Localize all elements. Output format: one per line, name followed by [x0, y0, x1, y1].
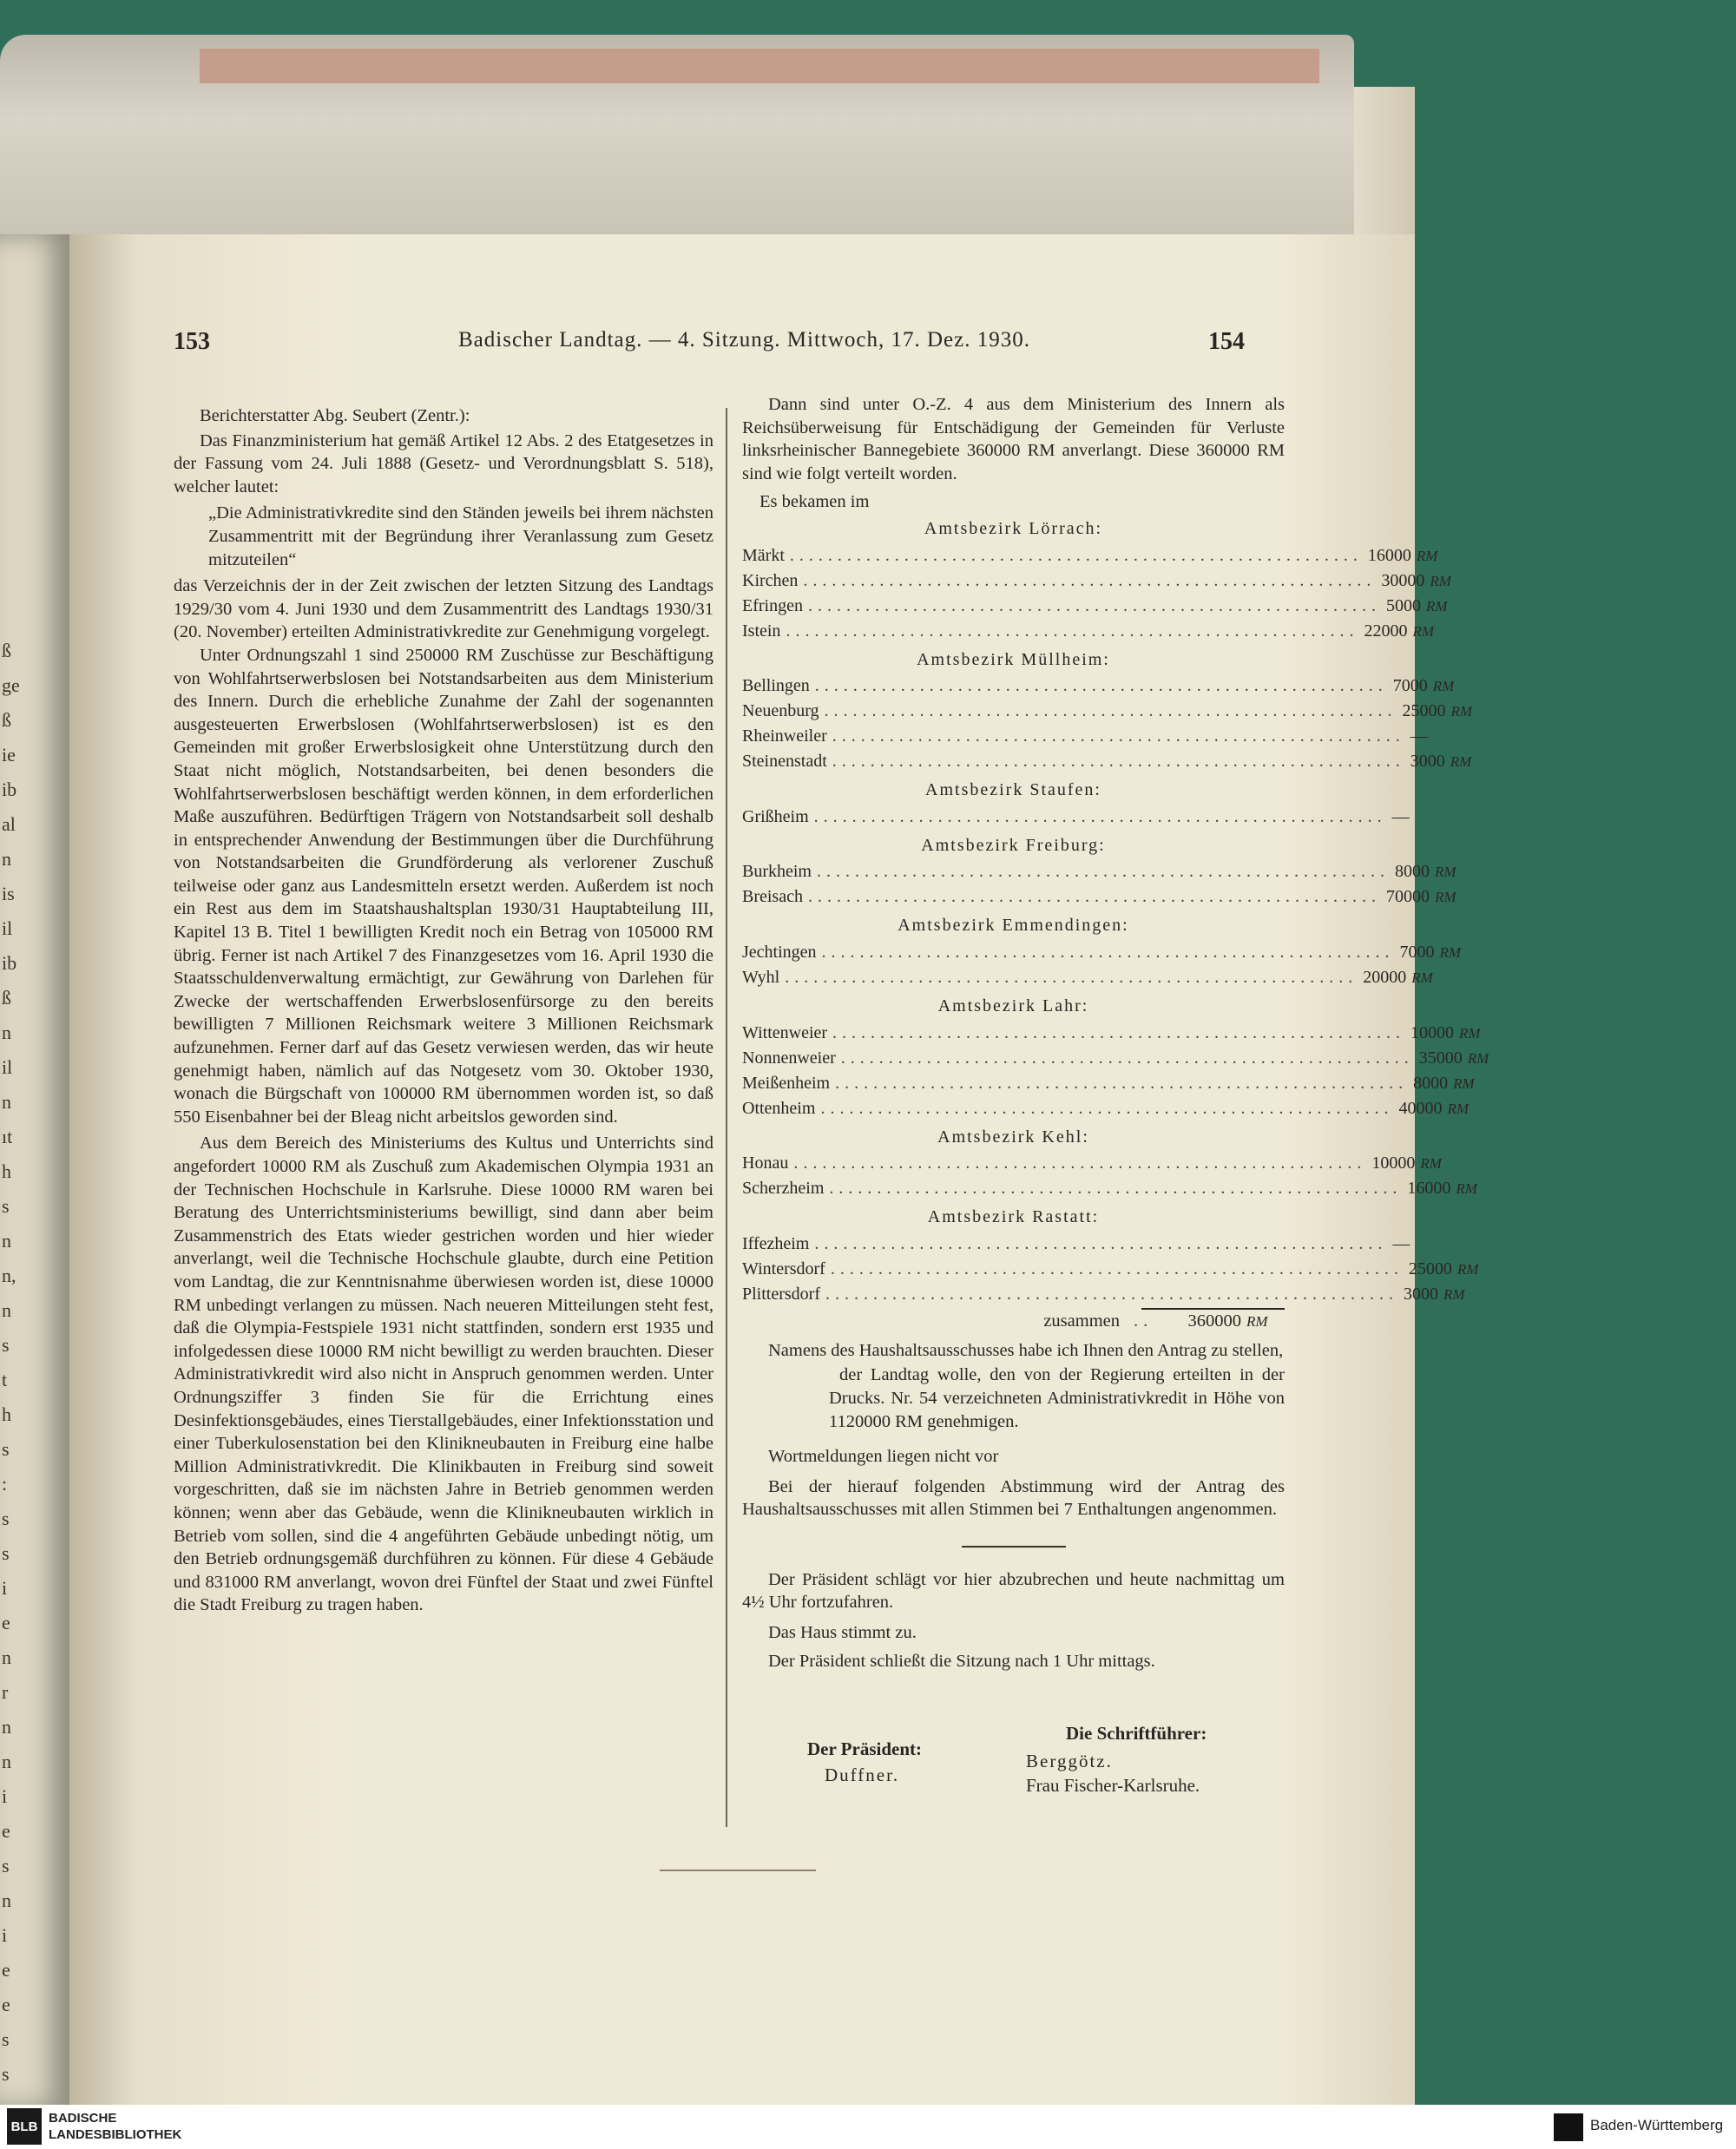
left-page-margin-text	[2, 634, 19, 2092]
margin-fragment: n	[2, 848, 11, 870]
table-row	[742, 595, 1448, 620]
table-row	[742, 885, 1457, 910]
amount: 10000	[1410, 1022, 1455, 1042]
district-title: Amtsbezirk Lörrach:	[924, 518, 1103, 538]
book-top-edge	[0, 35, 1354, 243]
unit: RM	[1416, 547, 1438, 564]
amount: 3000	[1410, 752, 1445, 772]
baden-wuerttemberg-logo-icon[interactable]	[1554, 2113, 1583, 2141]
unit: RM	[1430, 572, 1451, 589]
district-title: Amtsbezirk Kehl:	[937, 1127, 1089, 1147]
state-name: Baden-Württemberg	[1590, 2117, 1724, 2133]
secretaries-label: Die Schriftführer:	[1066, 1723, 1207, 1744]
dots: ............................................................	[785, 967, 1358, 987]
table-row	[742, 805, 1410, 831]
margin-fragment: e	[2, 1612, 10, 1633]
amount: 40000	[1398, 1098, 1443, 1118]
total-label: zusammen	[1043, 1311, 1120, 1331]
margin-fragment: is	[2, 883, 15, 904]
municipality-name: Rheinweiler	[742, 726, 827, 746]
municipality-name: Kirchen	[742, 570, 799, 590]
dots: ............................................................	[821, 942, 1395, 962]
unit: RM	[1412, 622, 1434, 640]
margin-fragment: s	[2, 2028, 10, 2050]
amount: 30000	[1381, 570, 1425, 590]
table-row	[742, 725, 1428, 750]
district-title: Amtsbezirk Rastatt:	[927, 1207, 1100, 1227]
table-row	[742, 1072, 1475, 1097]
margin-fragment: :	[2, 1473, 8, 1495]
margin-fragment: n	[2, 1751, 11, 1772]
table-row	[742, 941, 1462, 966]
left-column	[174, 404, 713, 1617]
table-row	[742, 750, 1472, 775]
amount: 70000	[1385, 887, 1430, 907]
left-page	[0, 234, 69, 2109]
unit: RM	[1450, 703, 1473, 720]
amount: 8000	[1395, 862, 1430, 882]
margin-fragment: s	[2, 1334, 10, 1356]
municipality-name: Istein	[742, 621, 781, 641]
dots: ............................................................	[840, 1048, 1414, 1068]
amount: 25000	[1402, 701, 1446, 721]
margin-fragment: il	[2, 917, 13, 939]
unit: RM	[1246, 1312, 1268, 1330]
district-title: Amtsbezirk Staufen:	[925, 780, 1101, 800]
municipality-name: Meißenheim	[742, 1073, 831, 1093]
table-row	[742, 1152, 1442, 1177]
running-title: Badischer Landtag. — 4. Sitzung. Mittwoch, 17. Dez. 1930.	[458, 328, 1030, 352]
total-amount: 360000	[1187, 1311, 1241, 1331]
municipality-name: Neuenburg	[742, 701, 819, 721]
amount: 7000	[1399, 942, 1435, 962]
table-row	[742, 700, 1473, 725]
dots: ............................................................	[825, 1284, 1398, 1304]
column-divider	[726, 408, 727, 1827]
unit: RM	[1434, 889, 1457, 906]
unit: RM	[1450, 753, 1472, 771]
table-row	[742, 544, 1438, 569]
table-row	[742, 1177, 1477, 1202]
municipality-name: Märkt	[742, 545, 785, 565]
amount: 35000	[1418, 1048, 1463, 1068]
dots: ............................................................	[813, 806, 1387, 826]
margin-fragment: i	[2, 1924, 8, 1946]
table-row	[742, 1283, 1465, 1308]
table-row	[742, 1097, 1469, 1122]
institution-line-1: BADISCHE	[49, 2111, 117, 2126]
amount: 5000	[1385, 595, 1421, 615]
amount: 20000	[1363, 967, 1407, 987]
amount: —	[1410, 726, 1428, 746]
dots: ............................................................	[830, 1259, 1404, 1278]
paragraph: Namens des Haushaltsausschusses habe ich Ihnen den Antrag zu stellen,	[768, 1340, 1284, 1360]
paragraph: Das Finanzministerium hat gemäß Artikel 12 Abs. 2 des Etatgesetzes in der Fassung vom 24. Juli 1888 (Gesetz- und Verordnungsblatt S. 518), welcher lautet:	[174, 430, 713, 496]
margin-fragment: h	[2, 1160, 11, 1182]
margin-fragment: r	[2, 1681, 9, 1703]
president-label: Der Präsident:	[807, 1738, 922, 1759]
margin-fragment: ıt	[2, 1126, 13, 1147]
paragraph: Aus dem Bereich des Ministeriums des Kultus und Unterrichts sind angefordert 10000 RM als Zuschuß zum Akademischen Olympia 1931 an der Technischen Hochschule in Karlsruhe. Diese 10000 RM waren bei Beratung des Unterrichtsministeriums bewilligt, sind dann aber beim Zusammenstrich des Etats wieder gestrichen worden und hier wieder anverlangt, weil die Technische Hochschule glaubte, durch eine Petition vom Landtag, die zur Kenntnisnahme überwiesen worden ist, diese 10000 RM unbedingt verlangen zu müssen. Nach neueren Mitteilungen steht fest, daß die Olympia-Festspiele 1931 nicht stattfinden, sondern erst 1935 und infolgedessen diese 10000 RM nicht bewilligt zu werden brauchten. Dieser Administrativkredit wird also nicht in Anspruch genommen werden. Unter Ordnungsziffer 3 finden Sie für die Errichtung eines Desinfektionsgebäudes, eines Tierstallgebäudes, einer Infektionsstation und einer Tuberkulosenstation bei den Klinikneubauten in Freiburg eine halbe Million Administrativkredit. Die Klinikbauten in Freiburg sind soweit vorgeschritten, daß sie im nächsten Jahre in Betrieb genommen werden können; wenn aber das Gebäude, wenn die Klinikneubauten wirklich in Betrieb vom sollen, sind die 4 angeführten Gebäude unbedingt nötig, um den Betrieb ordnungsgemäß durchführen zu können. Für diese 4 Gebäude und 831000 RM anverlangt, wovon drei Fünftel der Staat und zwei Fünftel die Stadt Freiburg zu tragen haben.	[174, 1134, 713, 1615]
margin-fragment: e	[2, 1994, 10, 2015]
margin-fragment: e	[2, 1959, 10, 1981]
dots: ............................................................	[793, 1153, 1367, 1173]
secretary-name-2: Frau Fischer-Karlsruhe.	[1026, 1775, 1200, 1796]
unit: RM	[1443, 1285, 1465, 1303]
institution-line-2: LANDESBIBLIOTHEK	[49, 2127, 182, 2142]
president-name: Duffner.	[825, 1765, 900, 1785]
municipality-name: Bellingen	[742, 676, 810, 696]
table-row	[742, 674, 1455, 700]
paragraph: Der Präsident schlägt vor hier abzubrechen und heute nachmittag um 4½ Uhr fortzufahren.	[742, 1569, 1285, 1613]
paragraph: Dann sind unter O.-Z. 4 aus dem Ministerium des Innern als Reichsüberweisung für Entschädigung der Gemeinden für Verluste linksrheinischer Bannegebiete 360000 RM anverlangt. Diese 360000 RM sind wie folgt verteilt worden.	[742, 395, 1285, 483]
margin-fragment: ib	[2, 952, 17, 974]
paragraph: Das Haus stimmt zu.	[768, 1623, 917, 1643]
municipality-name: Jechtingen	[742, 942, 817, 962]
dots: ............................................................	[829, 1179, 1403, 1199]
running-header	[0, 328, 1736, 371]
municipality-name: Grißheim	[742, 806, 809, 826]
quotation: „Die Administrativkredite sind den Ständen jeweils bei ihrem nächsten Zusammentritt mit der Begründung ihrer Veranlassung zum Gesetz mitzuteilen“	[208, 503, 713, 569]
paragraph: Der Präsident schließt die Sitzung nach 1 Uhr mittags.	[768, 1651, 1155, 1671]
unit: RM	[1456, 1180, 1477, 1198]
table-row	[742, 966, 1433, 991]
dots: ............................................................	[832, 1022, 1406, 1042]
margin-fragment: s	[2, 1438, 10, 1460]
section-rule	[962, 1546, 1066, 1548]
amount: 7000	[1392, 676, 1428, 696]
municipality-name: Plittersdorf	[742, 1284, 820, 1304]
dots: ............................................................	[807, 887, 1381, 907]
paragraph: das Verzeichnis der in der Zeit zwischen der letzten Sitzung des Landtags 1929/30 vom 4. Juni 1930 und dem Zusammentritt des Landtags 1930/31 (20. November) erteilten Administrativkredite zur Genehmigung vorgelegt.	[174, 576, 713, 642]
margin-fragment: s	[2, 1195, 10, 1217]
table-row	[742, 860, 1457, 885]
dots: ............................................................	[786, 621, 1359, 641]
table-row	[742, 1258, 1479, 1283]
dots: ............................................................	[820, 1098, 1394, 1118]
margin-fragment: ie	[2, 744, 16, 766]
table-row	[742, 620, 1434, 645]
municipality-name: Wyhl	[742, 967, 780, 987]
unit: RM	[1447, 1100, 1469, 1117]
amount: 16000	[1407, 1179, 1451, 1199]
paragraph: Bei der hierauf folgenden Abstimmung wird der Antrag des Haushaltsausschusses mit allen Stimmen bei 7 Enthaltungen angenommen.	[742, 1476, 1285, 1520]
unit: RM	[1411, 969, 1433, 986]
amount: 10000	[1371, 1153, 1416, 1173]
dots: ............................................................	[807, 595, 1381, 615]
dots: ............................................................	[832, 726, 1405, 746]
municipality-name: Nonnenweier	[742, 1048, 836, 1068]
dots: ............................................................	[814, 1233, 1388, 1253]
margin-fragment: ib	[2, 779, 17, 800]
unit: RM	[1435, 864, 1457, 881]
municipality-name: Steinenstadt	[742, 752, 827, 772]
unit: RM	[1420, 1155, 1442, 1173]
table-row	[742, 1022, 1481, 1047]
amount: 16000	[1367, 545, 1411, 565]
district-title: Amtsbezirk Freiburg:	[921, 835, 1106, 855]
district-title: Amtsbezirk Emmendingen:	[898, 916, 1129, 936]
margin-fragment: n	[2, 1022, 11, 1043]
unit: RM	[1432, 678, 1455, 695]
margin-fragment: s	[2, 1855, 10, 1876]
margin-fragment: n	[2, 1646, 11, 1668]
distribution-table	[742, 517, 1489, 1308]
margin-fragment: ß	[2, 987, 11, 1009]
dots: ............................................................	[835, 1073, 1409, 1093]
blb-logo-icon[interactable]: BLB	[7, 2108, 42, 2145]
dots: ............................................................	[814, 676, 1388, 696]
table-row	[742, 569, 1451, 595]
municipality-name: Ottenheim	[742, 1098, 816, 1118]
municipality-name: Breisach	[742, 887, 803, 907]
paragraph: Wortmeldungen liegen nicht vor	[768, 1447, 999, 1467]
unit: RM	[1425, 597, 1448, 614]
municipality-name: Wintersdorf	[742, 1259, 825, 1278]
municipality-name: Honau	[742, 1153, 789, 1173]
unit: RM	[1457, 1260, 1479, 1278]
margin-fragment: n,	[2, 1265, 16, 1286]
page-number-right: 154	[1208, 328, 1245, 355]
margin-fragment: al	[2, 813, 16, 835]
institution-name	[49, 2110, 181, 2143]
municipality-name: Wittenweier	[742, 1022, 828, 1042]
margin-fragment: i	[2, 1785, 8, 1807]
municipality-name: Efringen	[742, 595, 803, 615]
right-column	[742, 393, 1489, 1673]
margin-fragment: n	[2, 1091, 11, 1113]
total-row	[742, 1310, 1285, 1336]
unit: RM	[1467, 1049, 1489, 1067]
paragraph: Es bekamen im	[760, 492, 870, 512]
secretary-name-1: Berggötz.	[1026, 1751, 1113, 1771]
footer-bar	[0, 2105, 1736, 2149]
margin-fragment: e	[2, 1820, 10, 1842]
dots: ............................................................	[803, 570, 1377, 590]
margin-fragment: h	[2, 1403, 11, 1425]
unit: RM	[1453, 1074, 1475, 1092]
dots: ............................................................	[832, 752, 1405, 772]
amount: 8000	[1413, 1073, 1449, 1093]
margin-fragment: s	[2, 1542, 10, 1564]
amount: 3000	[1404, 1284, 1438, 1304]
speaker-heading: Berichterstatter Abg. Seubert (Zentr.):	[200, 406, 470, 425]
table-row	[742, 1232, 1410, 1258]
paragraph: Unter Ordnungszahl 1 sind 250000 RM Zuschüsse zur Beschäftigung von Wohlfahrtserwerbslosen bei Notstandsarbeiten aus dem Ministerium des Innern. Durch die erhebliche Zunahme der Zahl der sogenannten ausgesteuerten Erwerbslosen (Wohlfahrtserwerbslosen) ist es den Gemeinden mit großer Erwerbslosigkeit ohne Unterstützung durch den Staat nicht möglich, Notstandsarbeiten, bei denen besonders die Wohlfahrtserwerbslosen beschäftigt werden können, in dem erforderlichen Maße auszuführen. Bedürftigen Trägern von Notstandsarbeit soll deshalb in entsprechender Anwendung der Bestimmungen über die Durchführung von Notstandsarbeiten die Grundförderung als verlorener Zuschuß teilweise oder ganz aus Landesmitteln ersetzt werden. Außerdem ist noch ein Rest aus dem im Staatshaushaltsplan 1930/31 Hauptabteilung III, Kapitel 13 B. Titel 1 bewilligten Kredit noch ein Betrag von 105000 RM übrig. Ferner ist nach Artikel 7 des Finanzgesetzes vom 16. April 1930 die Staatsschuldenverwaltung ermächtigt, zur Gewährung von Darlehen für Zwecke der wertschaffenden Erwerbslosenfürsorge zu den bereits bewilligten 7 Millionen Reichsmark weitere 3 Millionen Reichsmark aufzunehmen. Ferner darf auf das Gesetz verwiesen werden, das wir heute genehmigt haben, nämlich auf das Notgesetz vom 30. Oktober 1930, wonach die Bürgschaft von 100000 RM übernommen worden ist, so daß 550 Eisenbahner bei der Bleag nicht arbeitslos geworden sind.	[174, 645, 713, 1127]
municipality-name: Burkheim	[742, 862, 812, 882]
margin-fragment: ß	[2, 709, 11, 731]
municipality-name: Scherzheim	[742, 1179, 825, 1199]
margin-fragment: s	[2, 1508, 10, 1529]
unit: RM	[1459, 1024, 1481, 1042]
dots: ............................................................	[789, 545, 1363, 565]
district-title: Amtsbezirk Müllheim:	[917, 649, 1110, 669]
dots: ............................................................	[824, 701, 1397, 721]
margin-fragment: n	[2, 1230, 11, 1252]
margin-fragment: n	[2, 1889, 11, 1911]
amount: —	[1391, 806, 1410, 826]
page-number-left: 153	[174, 328, 210, 355]
amount: 22000	[1364, 621, 1408, 641]
table-row	[742, 1047, 1489, 1072]
margin-fragment: i	[2, 1577, 8, 1599]
unit: RM	[1439, 943, 1462, 961]
margin-fragment: s	[2, 2063, 10, 2085]
motion-text: der Landtag wolle, den von der Regierung erteilten in der Drucks. Nr. 54 verzeichneten Administrativkredit in Höhe von 1120000 RM genehmigen.	[829, 1365, 1285, 1431]
end-rule	[660, 1870, 816, 1871]
margin-fragment: n	[2, 1299, 11, 1321]
margin-fragment: ge	[2, 674, 20, 696]
margin-fragment: ß	[2, 640, 11, 661]
dots: ..	[1134, 1311, 1154, 1331]
dots: ............................................................	[817, 862, 1390, 882]
district-title: Amtsbezirk Lahr:	[937, 996, 1089, 1015]
margin-fragment: il	[2, 1056, 13, 1078]
margin-fragment: n	[2, 1716, 11, 1738]
book-spine-stripe	[200, 49, 1319, 83]
amount: 25000	[1408, 1259, 1452, 1278]
municipality-name: Iffezheim	[742, 1233, 810, 1253]
margin-fragment: t	[2, 1369, 8, 1390]
amount: —	[1392, 1233, 1410, 1253]
